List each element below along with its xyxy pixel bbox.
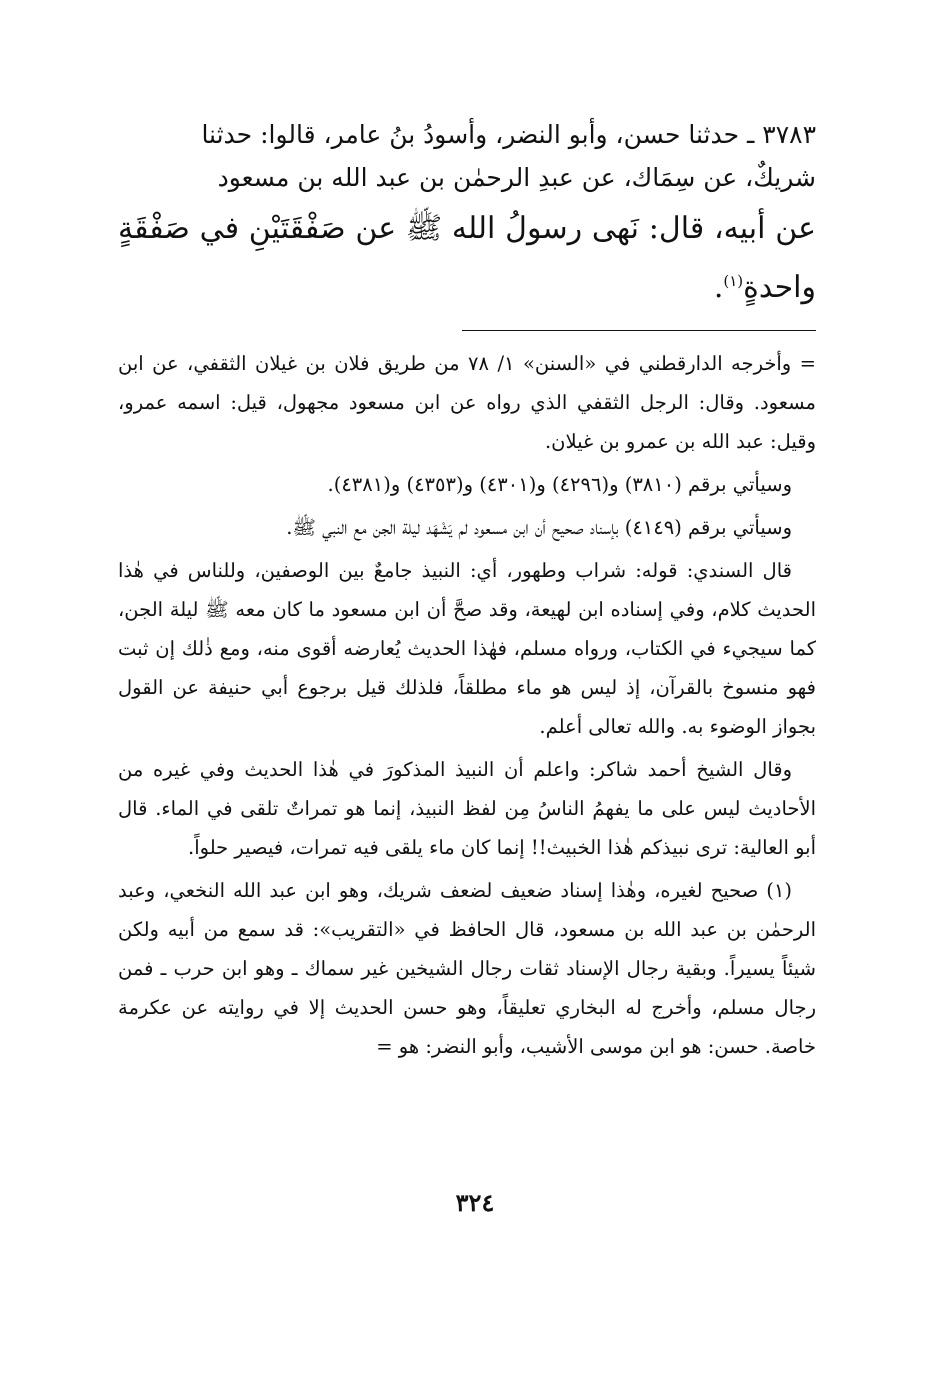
footnote-sindi-commentary: قال السندي: قوله: شراب وطهور، أي: النبيذ جامعٌ بين الوصفين، وللناس في هٰذا الحديث كلام، وفي إسناده ابن لهيعة، وقد صحَّ أن ابن مسعود ما كان معه ﷺ ليلة الجن، كما سيجيء في الكتاب، ورواه مسلم، فهٰذا الحديث يُعارضه أقوى منه، ومع ذٰلك إن ثبت فهو منسوخ بالقرآن، إذ ليس هو ماء مطلقاً، فلذلك قيل برجوع أبي حنيفة عن القول بجواز الوضوء به. والله تعالى أعلم. [118, 559, 816, 738]
hadith-matn [118, 203, 816, 314]
hadith-isnad-line-2: شريكٌ، عن سِمَاك، عن عبدِ الرحمٰن بن عبد الله بن مسعود [217, 163, 816, 192]
footnote-cross-references: وسيأتي برقم (٣٨١٠) و(٤٢٩٦) و(٤٣٠١) و(٤٣٥٣) و(٤٣٨١). [327, 473, 792, 496]
hadith-matn-text: عن أبيه، قال: نَهى رسولُ الله ﷺ عن صَفْقَتَيْنِ في صَفْقَةٍ واحدةٍ [118, 211, 816, 305]
footnotes-section [118, 344, 816, 1070]
hadith-isnad-line-1: ٣٧٨٣ ـ حدثنا حسن، وأبو النضر، وأسودُ بنُ عامر، قالوا: حدثنا [201, 120, 816, 149]
footnote-separator [462, 330, 816, 331]
footnote-shakir-commentary: وقال الشيخ أحمد شاكر: واعلم أن النبيذ المذكورَ في هٰذا الحديث وفي غيره من الأحاديث ليس على ما يفهمُ الناسُ مِن لفظ النبيذ، إنما هو تمراتٌ تلقى في الماء. قال أبو العالية: ترى نبيذكم هٰذا الخبيث!! إنما كان ماء يلقى فيه تمرات، فيصير حلواً. [118, 758, 816, 859]
page-number: ٣٢٤ [455, 1188, 495, 1217]
footnote-reference-1: (١) [723, 272, 744, 290]
hadith-main-text [118, 113, 816, 314]
hadith-matn-end: . [713, 270, 724, 305]
footnote-jinn-night-note: وسيأتي برقم (٤١٤٩) بإسناد صحيح أن ابن مسعود لم يَشْهَد ليلة الجن مع النبي ﷺ. [286, 516, 792, 539]
footnote-1: (١) صحيح لغيره، وهٰذا إسناد ضعيف لضعف شريك، وهو ابن عبد الله النخعي، وعبد الرحمٰن بن عبد الله بن مسعود، قال الحافظ في «التقريب»: قد سمع من أبيه ولكن شيئاً يسيراً. وبقية رجال الإسناد ثقات رجال الشيخين غير سماك ـ وهو ابن حرب ـ فمن رجال مسلم، وأخرج له البخاري تعليقاً، وهو حسن الحديث إلا في روايته عن عكرمة خاصة. حسن: هو ابن موسى الأشيب، وأبو النضر: هو = [118, 879, 816, 1058]
footnote-continuation-daraqutni: = وأخرجه الدارقطني في «السنن» ١/ ٧٨ من طريق فلان بن غيلان الثقفي، عن ابن مسعود. وقال: الرجل الثقفي الذي رواه عن ابن مسعود مجهول، قيل: اسمه عمرو، وقيل: عبد الله بن عمرو بن غيلان. [118, 352, 816, 453]
